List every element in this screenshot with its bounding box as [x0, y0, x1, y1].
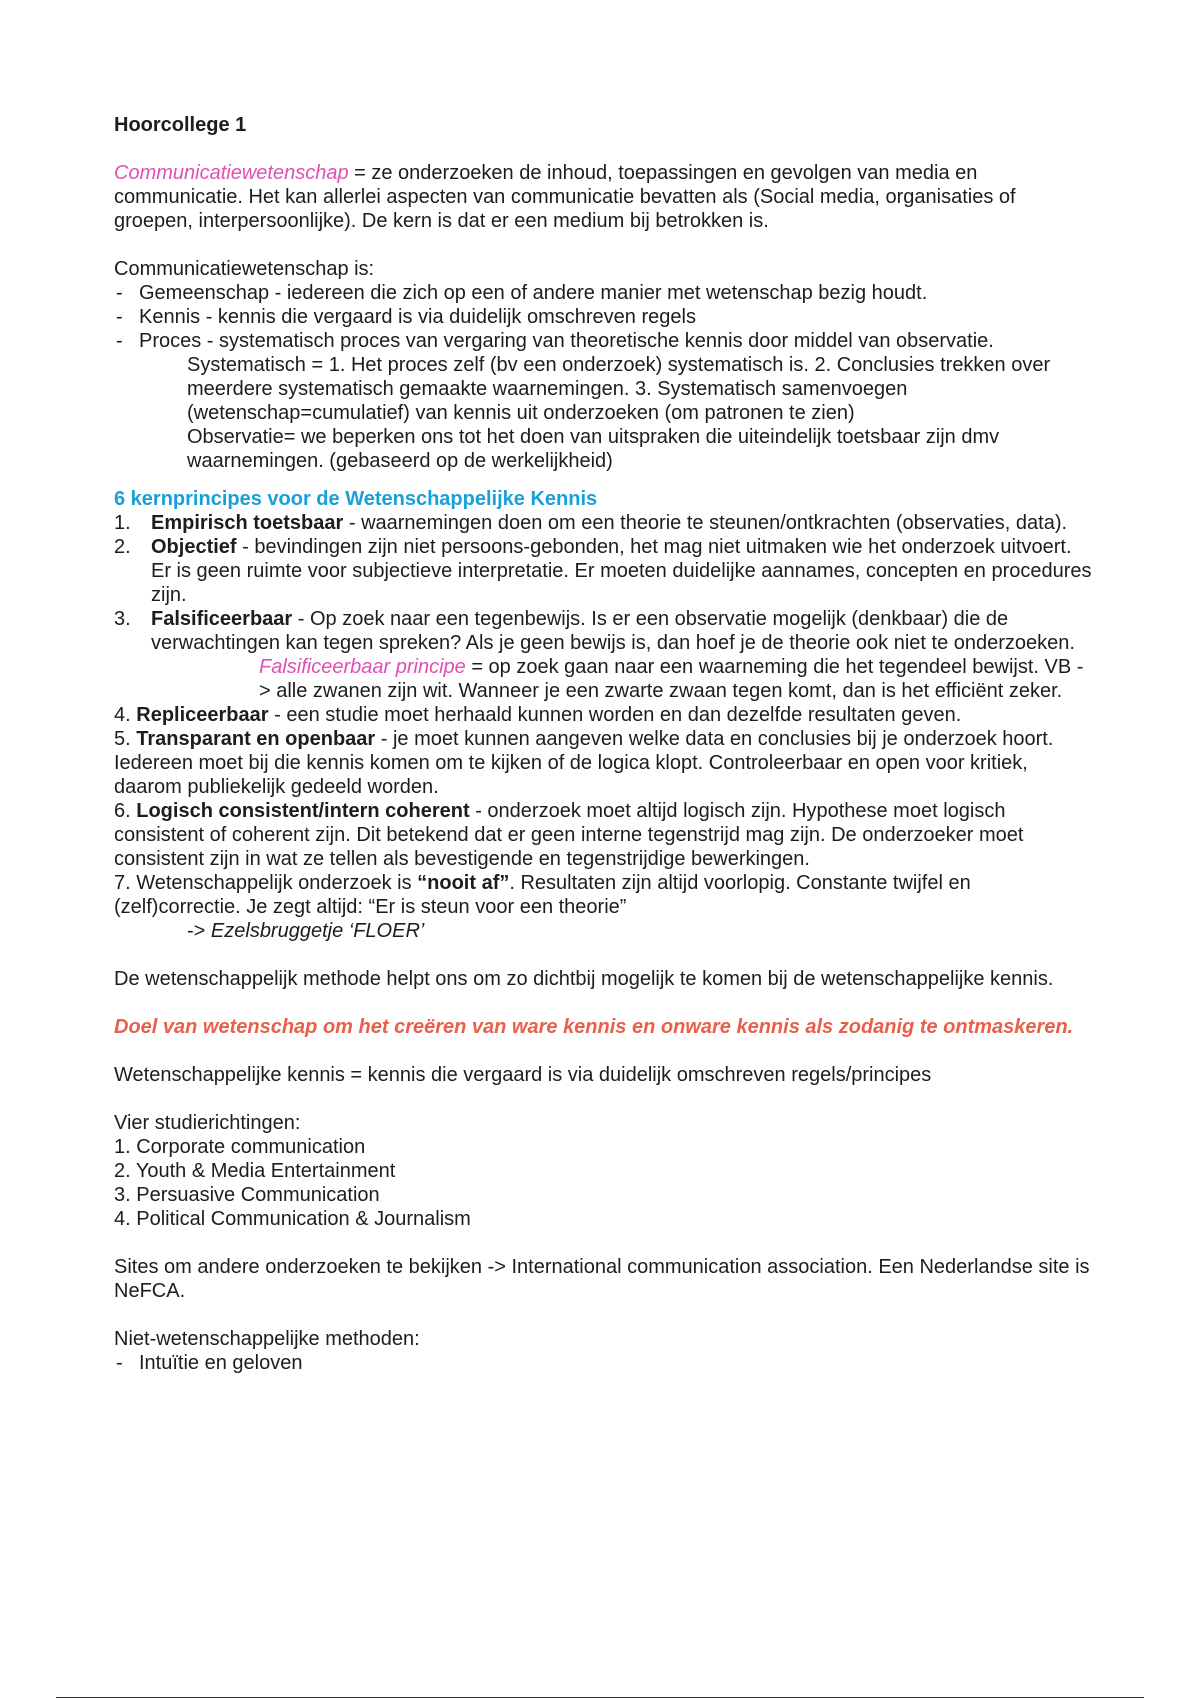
principles-heading: 6 kernprincipes voor de Wetenschappelijke Kennis — [114, 488, 598, 510]
studies-heading: Vier studierichtingen: — [114, 1112, 301, 1134]
wk-definition: Wetenschappelijke kennis = kennis die vergaard is via duidelijk omschreven regels/principes — [114, 1064, 932, 1086]
systematisch-definition: Systematisch = 1. Het proces zelf (bv een onderzoek) systematisch is. 2. Conclusies trekken over meerdere systematisch gemaakte waarnemingen. 3. Systematisch samenvoegen (wetenschap=cumulatief) van kennis uit onderzoeken (om patronen te zien) — [187, 354, 1051, 424]
study-item: 1. Corporate communication — [114, 1136, 366, 1158]
cw-heading: Communicatiewetenschap is: — [114, 258, 375, 280]
ezelsbruggetje-text: Ezelsbruggetje ‘FLOER’ — [210, 920, 425, 942]
principle-2 — [114, 535, 1094, 607]
page-title: Hoorcollege 1 — [114, 114, 247, 136]
principle-text: . Resultaten zijn altijd voorlopig. Constante twijfel en (zelf)correctie. Je zegt altijd: “Er is steun voor een theorie” — [114, 872, 971, 918]
principle-1 — [114, 511, 1094, 535]
principle-number: 4. — [114, 704, 131, 726]
principle-number: 2. — [114, 536, 131, 558]
falsificeer-text: = op zoek gaan naar een waarneming die het tegendeel bewijst. VB -> alle zwanen zijn wit. Wanneer je een zwarte zwaan tegen komt, dan is het efficiënt zeker. — [259, 656, 1084, 702]
principle-text: - onderzoek moet altijd logisch zijn. Hypothese moet logisch consistent of coherent zijn. Dit betekend dat er geen interne tegenstrijd mag zijn. De onderzoeker moet consistent zijn in wat ze tellen als bevestigende en tegenstrijdige bewerkingen. — [114, 800, 1024, 870]
principle-number: 3. — [114, 608, 131, 630]
observatie-definition: Observatie= we beperken ons tot het doen van uitspraken die uiteindelijk toetsbaar zijn dmv waarnemingen. (gebaseerd op de werkelijkheid) — [187, 426, 1000, 472]
principle-text: - een studie moet herhaald kunnen worden en dan dezelfde resultaten geven. — [268, 704, 962, 726]
cw-item-gemeenschap: - Gemeenschap - iedereen die zich op een of andere manier met wetenschap bezig houdt. — [114, 281, 1094, 305]
principle-4 — [114, 703, 1094, 727]
principle-6 — [114, 799, 1094, 871]
principle-text: - bevindingen zijn niet persoons-gebonden, het mag niet uitmaken wie het onderzoek uitvoert. Er is geen ruimte voor subjectieve interpretatie. Er moeten duidelijke aannames, concepten en procedures zijn. — [151, 536, 1092, 606]
principle-name: Transparant en openbaar — [136, 728, 376, 750]
arrow-text: -> — [187, 920, 211, 942]
principle-7-pre: 7. Wetenschappelijk onderzoek is — [114, 872, 418, 894]
principle-number: 6. — [114, 800, 131, 822]
principle-name: Logisch consistent/intern coherent — [136, 800, 470, 822]
study-item: 3. Persuasive Communication — [114, 1184, 380, 1206]
study-item: 2. Youth & Media Entertainment — [114, 1160, 396, 1182]
principle-5 — [114, 727, 1094, 799]
ezelsbruggetje — [114, 919, 1094, 943]
principle-number: 1. — [114, 512, 131, 534]
principle-7 — [114, 871, 1094, 919]
intro-text: = ze onderzoeken de inhoud, toepassingen en gevolgen van media en communicatie. Het kan allerlei aspecten van communicatie bevatten als (Social media, organisaties of groepen, interpersoonlijke). De kern is dat er een medium bij betrokken is. — [114, 162, 1016, 232]
cw-item-kennis: - Kennis - kennis die vergaard is via duidelijk omschreven regels — [114, 305, 1094, 329]
principle-text: - je moet kunnen aangeven welke data en conclusies bij je onderzoek hoort. Iedereen moet bij die kennis komen om te kijken of de logica klopt. Controleerbaar en open voor kritiek, daarom publiekelijk gedeeld worden. — [114, 728, 1054, 798]
method-paragraph: De wetenschappelijk methode helpt ons om zo dichtbij mogelijk te komen bij de wetenschappelijke kennis. — [114, 968, 1054, 990]
principle-number: 5. — [114, 728, 131, 750]
principle-3 — [114, 607, 1094, 655]
sites-paragraph: Sites om andere onderzoeken te bekijken -> International communication association. Een Nederlandse site is NeFCA. — [114, 1256, 1090, 1302]
falsificeer-term: Falsificeerbaar principe — [259, 656, 466, 678]
principle-text: - Op zoek naar een tegenbewijs. Is er een observatie mogelijk (denkbaar) die de verwachtingen kan tegen spreken? Als je geen bewijs is, dan hoef je de theorie ook niet te onderzoeken. — [151, 608, 1075, 654]
intro-paragraph — [114, 161, 1094, 233]
principle-name: Objectief — [151, 536, 237, 558]
nonsci-heading: Niet-wetenschappelijke methoden: — [114, 1328, 420, 1350]
page-bottom-rule — [56, 1697, 1144, 1698]
principle-name: Falsificeerbaar — [151, 608, 293, 630]
nonsci-item: - Intuïtie en geloven — [114, 1351, 1094, 1375]
goal-paragraph: Doel van wetenschap om het creëren van ware kennis en onware kennis als zodanig te ontmaskeren. — [114, 1016, 1074, 1038]
cw-item-proces: - Proces - systematisch proces van vergaring van theoretische kennis door middel van observatie. — [114, 329, 1094, 353]
intro-term: Communicatiewetenschap — [114, 162, 349, 184]
principle-name: Empirisch toetsbaar — [151, 512, 344, 534]
falsificeer-principe — [114, 655, 1094, 703]
principle-name: “nooit af” — [417, 872, 510, 894]
principle-name: Repliceerbaar — [136, 704, 269, 726]
study-item: 4. Political Communication & Journalism — [114, 1208, 471, 1230]
document-content — [114, 113, 1094, 1375]
principle-text: - waarnemingen doen om een theorie te steunen/ontkrachten (observaties, data). — [343, 512, 1068, 534]
